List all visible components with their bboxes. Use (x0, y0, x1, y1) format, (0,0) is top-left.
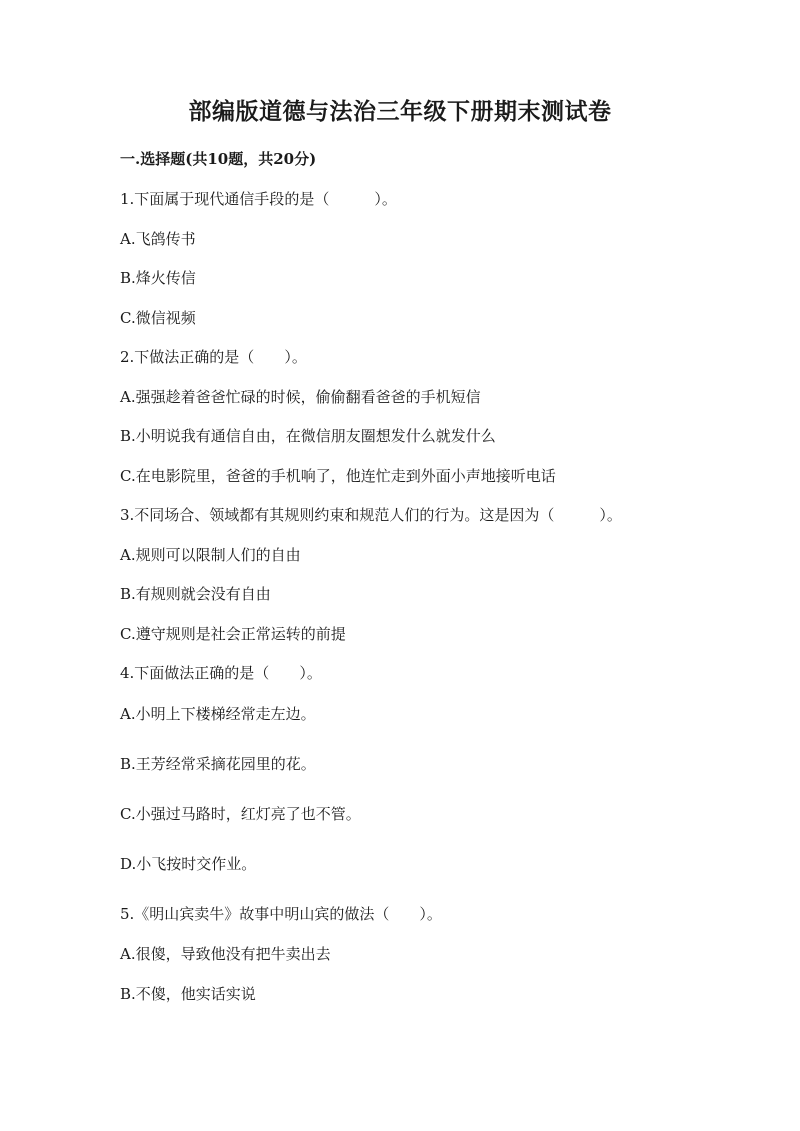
question-4-option-b: B.王芳经常采摘花园里的花。 (120, 755, 316, 773)
question-1-option-c: C.微信视频 (120, 309, 196, 327)
section-heading: 一.选择题(共10题，共20分) (120, 150, 317, 168)
exam-title: 部编版道德与法治三年级下册期末测试卷 (188, 98, 612, 125)
question-1-option-a: A.飞鸽传书 (120, 230, 196, 248)
question-2-option-c: C.在电影院里，爸爸的手机响了，他连忙走到外面小声地接听电话 (120, 467, 556, 485)
question-2-option-a: A.强强趁着爸爸忙碌的时候，偷偷翻看爸爸的手机短信 (120, 388, 481, 406)
question-2-stem: 2.下做法正确的是（ ）。 (120, 348, 307, 366)
question-4-option-d: D.小飞按时交作业。 (120, 855, 257, 873)
question-2-option-b: B.小明说我有通信自由，在微信朋友圈想发什么就发什么 (120, 427, 496, 445)
question-5-option-a: A.很傻，导致他没有把牛卖出去 (120, 945, 331, 963)
question-3-option-c: C.遵守规则是社会正常运转的前提 (120, 625, 346, 643)
question-5-stem: 5.《明山宾卖牛》故事中明山宾的做法（ ）。 (120, 905, 442, 923)
question-3-option-b: B.有规则就会没有自由 (120, 585, 271, 603)
question-1-option-b: B.烽火传信 (120, 269, 196, 287)
question-4-option-a: A.小明上下楼梯经常走左边。 (120, 705, 316, 723)
question-3-option-a: A.规则可以限制人们的自由 (120, 546, 301, 564)
question-4-stem: 4.下面做法正确的是（ ）。 (120, 664, 322, 682)
question-1-stem: 1.下面属于现代通信手段的是（ ）。 (120, 190, 397, 208)
question-5-option-b: B.不傻，他实话实说 (120, 985, 256, 1003)
question-4-option-c: C.小强过马路时，红灯亮了也不管。 (120, 805, 361, 823)
question-3-stem: 3.不同场合、领域都有其规则约束和规范人们的行为。这是因为（ ）。 (120, 506, 622, 524)
